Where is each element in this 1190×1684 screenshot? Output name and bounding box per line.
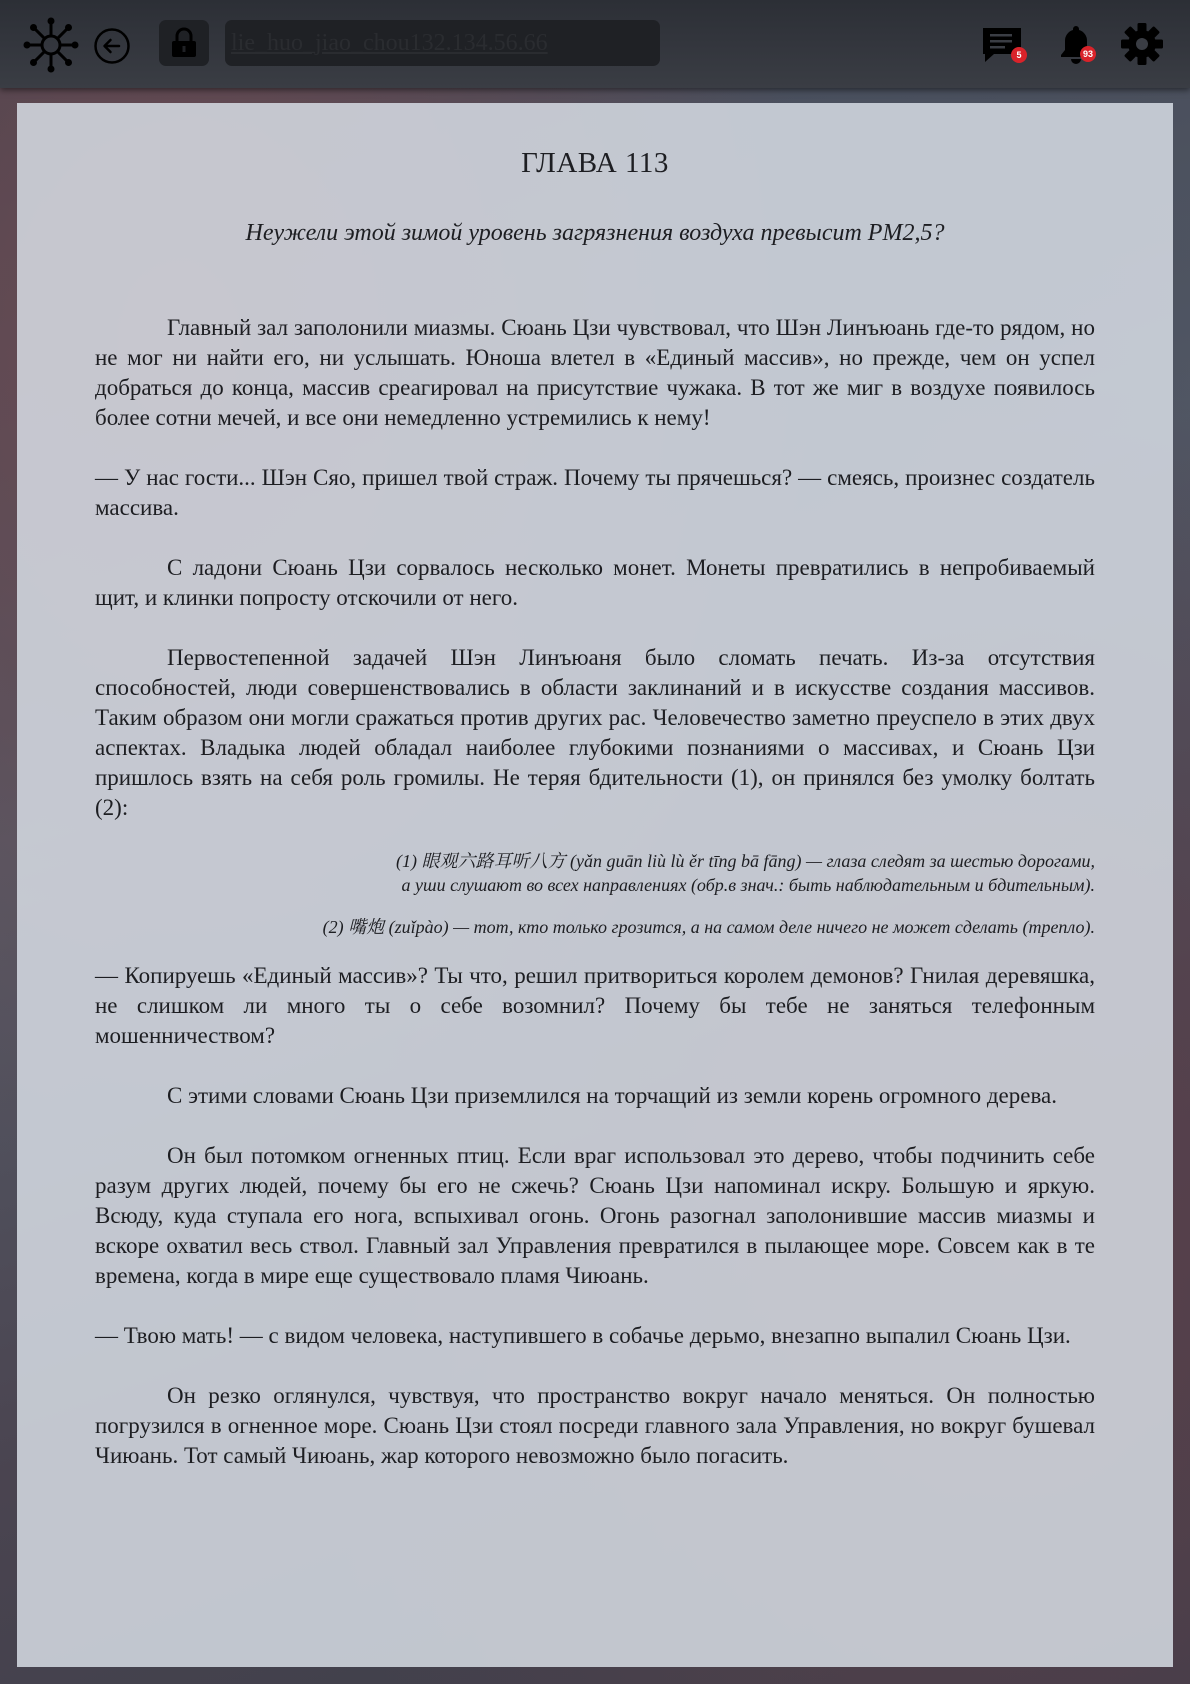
gear-icon[interactable] [1120, 22, 1164, 66]
paragraph: С этими словами Сюань Цзи приземлился на торчащий из земли корень огромного дерева. [167, 1083, 1057, 1108]
paragraph: — У нас гости... Шэн Сяо, пришел твой страж. Почему ты прячешься? — смеясь, произнес создатель массива. [95, 465, 1095, 520]
top-toolbar [0, 0, 1190, 88]
address-input[interactable] [225, 20, 660, 66]
notifications-button[interactable] [1056, 22, 1096, 66]
back-arrow-icon[interactable] [92, 26, 132, 66]
chapter-title: ГЛАВА 113 [521, 147, 669, 179]
paragraph: — Копируешь «Единый массив»? Ты что, решил притвориться королем демонов? Гнилая деревяшка, не слишком ли много ты о себе возомнил? Почему бы тебе не заняться телефонным мошенничеством? [95, 963, 1095, 1048]
notifications-badge: 93 [1080, 46, 1096, 62]
paragraph: Он резко оглянулся, чувствуя, что пространство вокруг начало меняться. Он полностью погрузился в огненное море. Сюань Цзи стоял посреди главного зала Управления, но вокруг бушевал Чиюань. Тот самый Чиюань, жар которого невозможно было погасить. [95, 1383, 1095, 1468]
paragraph: Первостепенной задачей Шэн Линъюаня было сломать печать. Из-за отсутствия способностей, люди совершенствовались в области заклинаний и в искусстве создания массивов. Таким образом они могли сражаться против других рас. Человечество заметно преуспело в этих двух аспектах. Владыка людей обладал наиболее глубокими познаниями о массивах, и Сюань Цзи пришлось взять на себя роль громилы. Не теряя бдительности (1), он принялся без умолку болтать (2): [95, 645, 1095, 820]
footnote-line: а уши слушают во всех направлениях (обр.в знач.: быть наблюдательным и бдительным). [401, 875, 1095, 895]
lock-icon [169, 27, 199, 59]
paragraph: С ладони Сюань Цзи сорвалось несколько монет. Монеты превратились в непробиваемый щит, и клинки попросту отскочили от него. [95, 555, 1095, 610]
footnote-line: (1) 眼观六路耳听八方 (yǎn guān liù lù ěr tīng bā fāng) — глаза следят за шестью дорогами, [396, 851, 1095, 871]
messages-button[interactable] [979, 24, 1025, 66]
network-hub-icon[interactable] [22, 16, 80, 74]
chapter-subtitle: Неужели этой зимой уровень загрязнения воздуха превысит PM2,5? [245, 220, 945, 246]
lock-button[interactable] [159, 20, 209, 66]
paragraph: Он был потомком огненных птиц. Если враг использовал это дерево, чтобы подчинить себе разум других людей, почему бы его не сжечь? Сюань Цзи напоминал искру. Большую и яркую. Всюду, куда ступала его нога, вспыхивал огонь. Огонь разогнал заполонившие массив миазмы и вскоре охватил весь ствол. Главный зал Управления превратился в пылающее море. Совсем как в те времена, когда в мире еще существовало пламя Чиюань. [95, 1143, 1095, 1288]
footnote-2 [95, 915, 1095, 939]
messages-badge: 5 [1011, 47, 1027, 63]
footnote-line: (2) 嘴炮 (zuǐpào) — тот, кто только грозится, а на самом деле ничего не может сделать (трепло). [322, 917, 1095, 937]
footnote-1 [95, 849, 1095, 897]
paragraph: Главный зал заполонили миазмы. Сюань Цзи чувствовал, что Шэн Линъюань где-то рядом, но не мог ни найти его, ни услышать. Юноша влетел в «Единый массив», но прежде, чем он успел добраться до конца, массив среагировал на присутствие чужака. В тот же миг в воздухе появилось более сотни мечей, и все они немедленно устремились к нему! [95, 315, 1095, 430]
reader-page [17, 103, 1173, 1667]
paragraph: — Твою мать! — с видом человека, наступившего в собачье дерьмо, внезапно выпалил Сюань Цзи. [95, 1323, 1071, 1348]
